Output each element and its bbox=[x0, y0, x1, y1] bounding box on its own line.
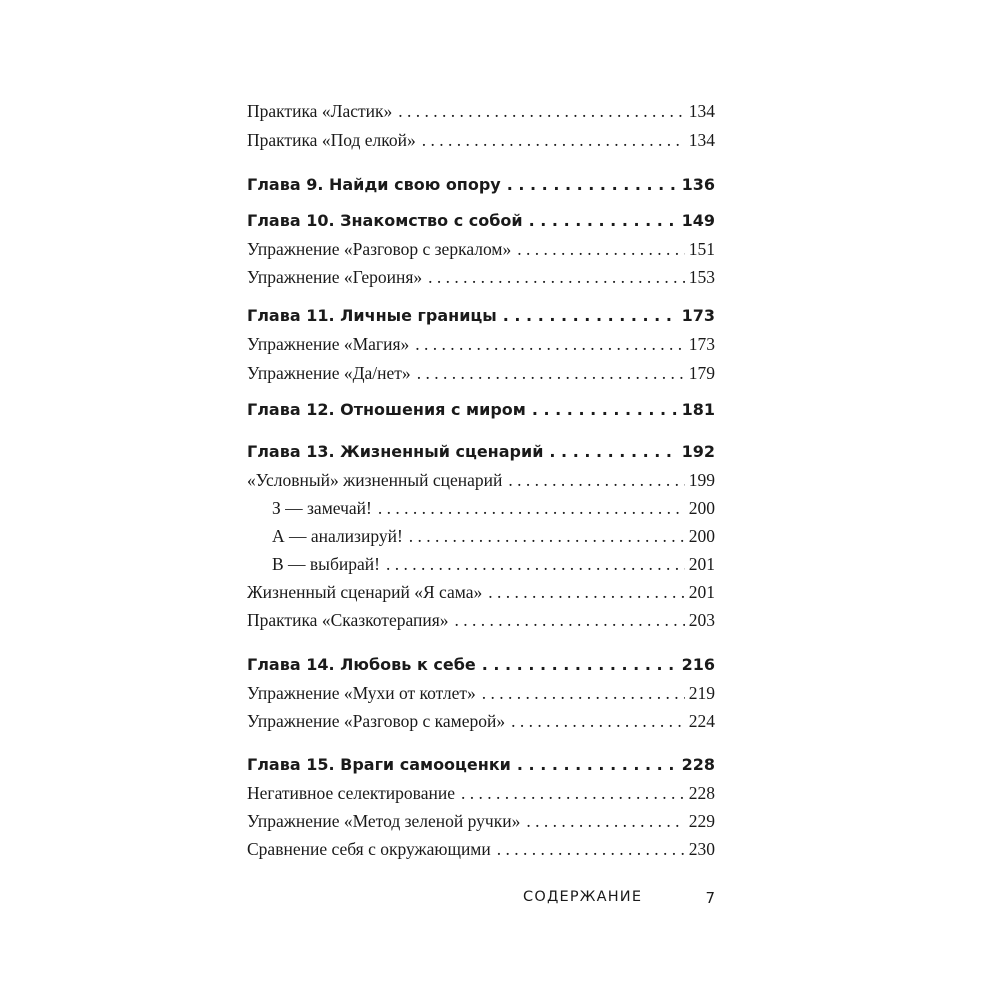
toc-chapter-title: Глава 15. Враги самооценки bbox=[247, 755, 511, 774]
toc-entry bbox=[247, 811, 715, 832]
dot-leader bbox=[497, 839, 685, 860]
toc-entry bbox=[247, 683, 715, 704]
toc-entry-title: А — анализируй! bbox=[272, 526, 403, 546]
toc-chapter-title: Глава 11. Личные границы bbox=[247, 306, 497, 325]
dot-leader bbox=[415, 334, 684, 355]
toc-chapter-title: Глава 9. Найди свою опору bbox=[247, 175, 501, 194]
toc-entry bbox=[247, 610, 715, 631]
dot-leader bbox=[386, 554, 685, 575]
toc-entry-page: 219 bbox=[688, 683, 715, 703]
toc-entry-page: 179 bbox=[688, 363, 715, 383]
dot-leader bbox=[511, 711, 685, 732]
toc-chapter-page: 173 bbox=[681, 306, 715, 325]
toc-chapter-title: Глава 14. Любовь к себе bbox=[247, 655, 476, 674]
toc-chapter-page: 228 bbox=[681, 755, 715, 774]
dot-leader bbox=[488, 582, 685, 603]
toc-entry-title: Упражнение «Да/нет» bbox=[247, 363, 411, 383]
toc-chapter-page: 136 bbox=[681, 175, 715, 194]
toc-chapter-page: 181 bbox=[681, 400, 715, 419]
toc-entry bbox=[247, 363, 715, 384]
toc-entry-title: Упражнение «Разговор с зеркалом» bbox=[247, 239, 512, 259]
toc-entry bbox=[247, 582, 715, 603]
toc-entry bbox=[247, 334, 715, 355]
toc-chapter-page: 149 bbox=[681, 211, 715, 230]
toc-entry bbox=[247, 783, 715, 804]
toc-entry bbox=[247, 101, 715, 122]
toc-entry-page: 151 bbox=[688, 239, 715, 259]
toc-entry-page: 173 bbox=[688, 334, 715, 354]
toc-entry-page: 153 bbox=[688, 267, 715, 287]
toc-entry-title: Практика «Ластик» bbox=[247, 101, 393, 121]
dot-leader bbox=[398, 101, 685, 122]
page-footer bbox=[247, 889, 715, 913]
toc-entry bbox=[247, 267, 715, 288]
toc-chapter-page: 192 bbox=[681, 442, 715, 461]
toc-entry-page: 200 bbox=[688, 526, 715, 546]
dot-leader bbox=[549, 442, 677, 461]
toc-chapter bbox=[247, 442, 715, 461]
dot-leader bbox=[428, 267, 685, 288]
toc-entry-page: 229 bbox=[688, 811, 715, 831]
toc-entry-title: З — замечай! bbox=[272, 498, 372, 518]
toc-entry-title: Практика «Под елкой» bbox=[247, 130, 416, 150]
toc-entry-title: Сравнение себя с окружающими bbox=[247, 839, 491, 859]
toc-chapter bbox=[247, 175, 715, 194]
dot-leader bbox=[507, 175, 678, 194]
dot-leader bbox=[526, 811, 684, 832]
toc-entry bbox=[247, 130, 715, 151]
toc-subentry bbox=[247, 554, 715, 575]
toc-chapter-title: Глава 13. Жизненный сценарий bbox=[247, 442, 544, 461]
toc-entry-title: Негативное селектирование bbox=[247, 783, 455, 803]
dot-leader bbox=[422, 130, 685, 151]
toc-entry-title: Практика «Сказкотерапия» bbox=[247, 610, 449, 630]
toc-entry-page: 201 bbox=[688, 554, 715, 574]
toc-entry-page: 134 bbox=[688, 130, 715, 150]
toc-entry-title: Упражнение «Метод зеленой ручки» bbox=[247, 811, 521, 831]
toc-chapter-page: 216 bbox=[681, 655, 715, 674]
dot-leader bbox=[517, 755, 678, 774]
toc-entry-page: 230 bbox=[688, 839, 715, 859]
toc-chapter bbox=[247, 306, 715, 325]
dot-leader bbox=[417, 363, 685, 384]
toc-chapter bbox=[247, 211, 715, 230]
toc-entry-title: Упражнение «Разговор с камерой» bbox=[247, 711, 506, 731]
toc-entry-page: 199 bbox=[688, 470, 715, 490]
toc-chapter bbox=[247, 755, 715, 774]
dot-leader bbox=[378, 498, 685, 519]
toc-entry-title: Упражнение «Героиня» bbox=[247, 267, 423, 287]
dot-leader bbox=[461, 783, 685, 804]
toc-chapter-title: Глава 12. Отношения с миром bbox=[247, 400, 526, 419]
toc-entry-page: 203 bbox=[688, 610, 715, 630]
toc-entry-title: Упражнение «Мухи от котлет» bbox=[247, 683, 476, 703]
toc-entry-page: 200 bbox=[688, 498, 715, 518]
dot-leader bbox=[482, 683, 685, 704]
dot-leader bbox=[517, 239, 685, 260]
dot-leader bbox=[529, 211, 678, 230]
toc-chapter bbox=[247, 655, 715, 674]
toc-chapter bbox=[247, 400, 715, 419]
dot-leader bbox=[455, 610, 685, 631]
toc-chapter-title: Глава 10. Знакомство с собой bbox=[247, 211, 523, 230]
toc-subentry bbox=[247, 498, 715, 519]
toc-entry-title: Упражнение «Магия» bbox=[247, 334, 410, 354]
dot-leader bbox=[482, 655, 678, 674]
toc-entry-title: «Условный» жизненный сценарий bbox=[247, 470, 503, 490]
dot-leader bbox=[508, 470, 684, 491]
toc-entry bbox=[247, 839, 715, 860]
toc-entry-page: 134 bbox=[688, 101, 715, 121]
toc-entry-page: 224 bbox=[688, 711, 715, 731]
toc-entry bbox=[247, 470, 715, 491]
toc-entry-title: В — выбирай! bbox=[272, 554, 380, 574]
toc-entry-title: Жизненный сценарий «Я сама» bbox=[247, 582, 483, 602]
page-number: 7 bbox=[705, 889, 715, 907]
toc-subentry bbox=[247, 526, 715, 547]
toc-entry-page: 228 bbox=[688, 783, 715, 803]
toc-entry bbox=[247, 711, 715, 732]
dot-leader bbox=[409, 526, 685, 547]
dot-leader bbox=[532, 400, 678, 419]
toc-entry-page: 201 bbox=[688, 582, 715, 602]
running-head: СОДЕРЖАНИЕ bbox=[523, 889, 643, 905]
toc-entry bbox=[247, 239, 715, 260]
toc-page bbox=[247, 0, 715, 1000]
dot-leader bbox=[503, 306, 678, 325]
